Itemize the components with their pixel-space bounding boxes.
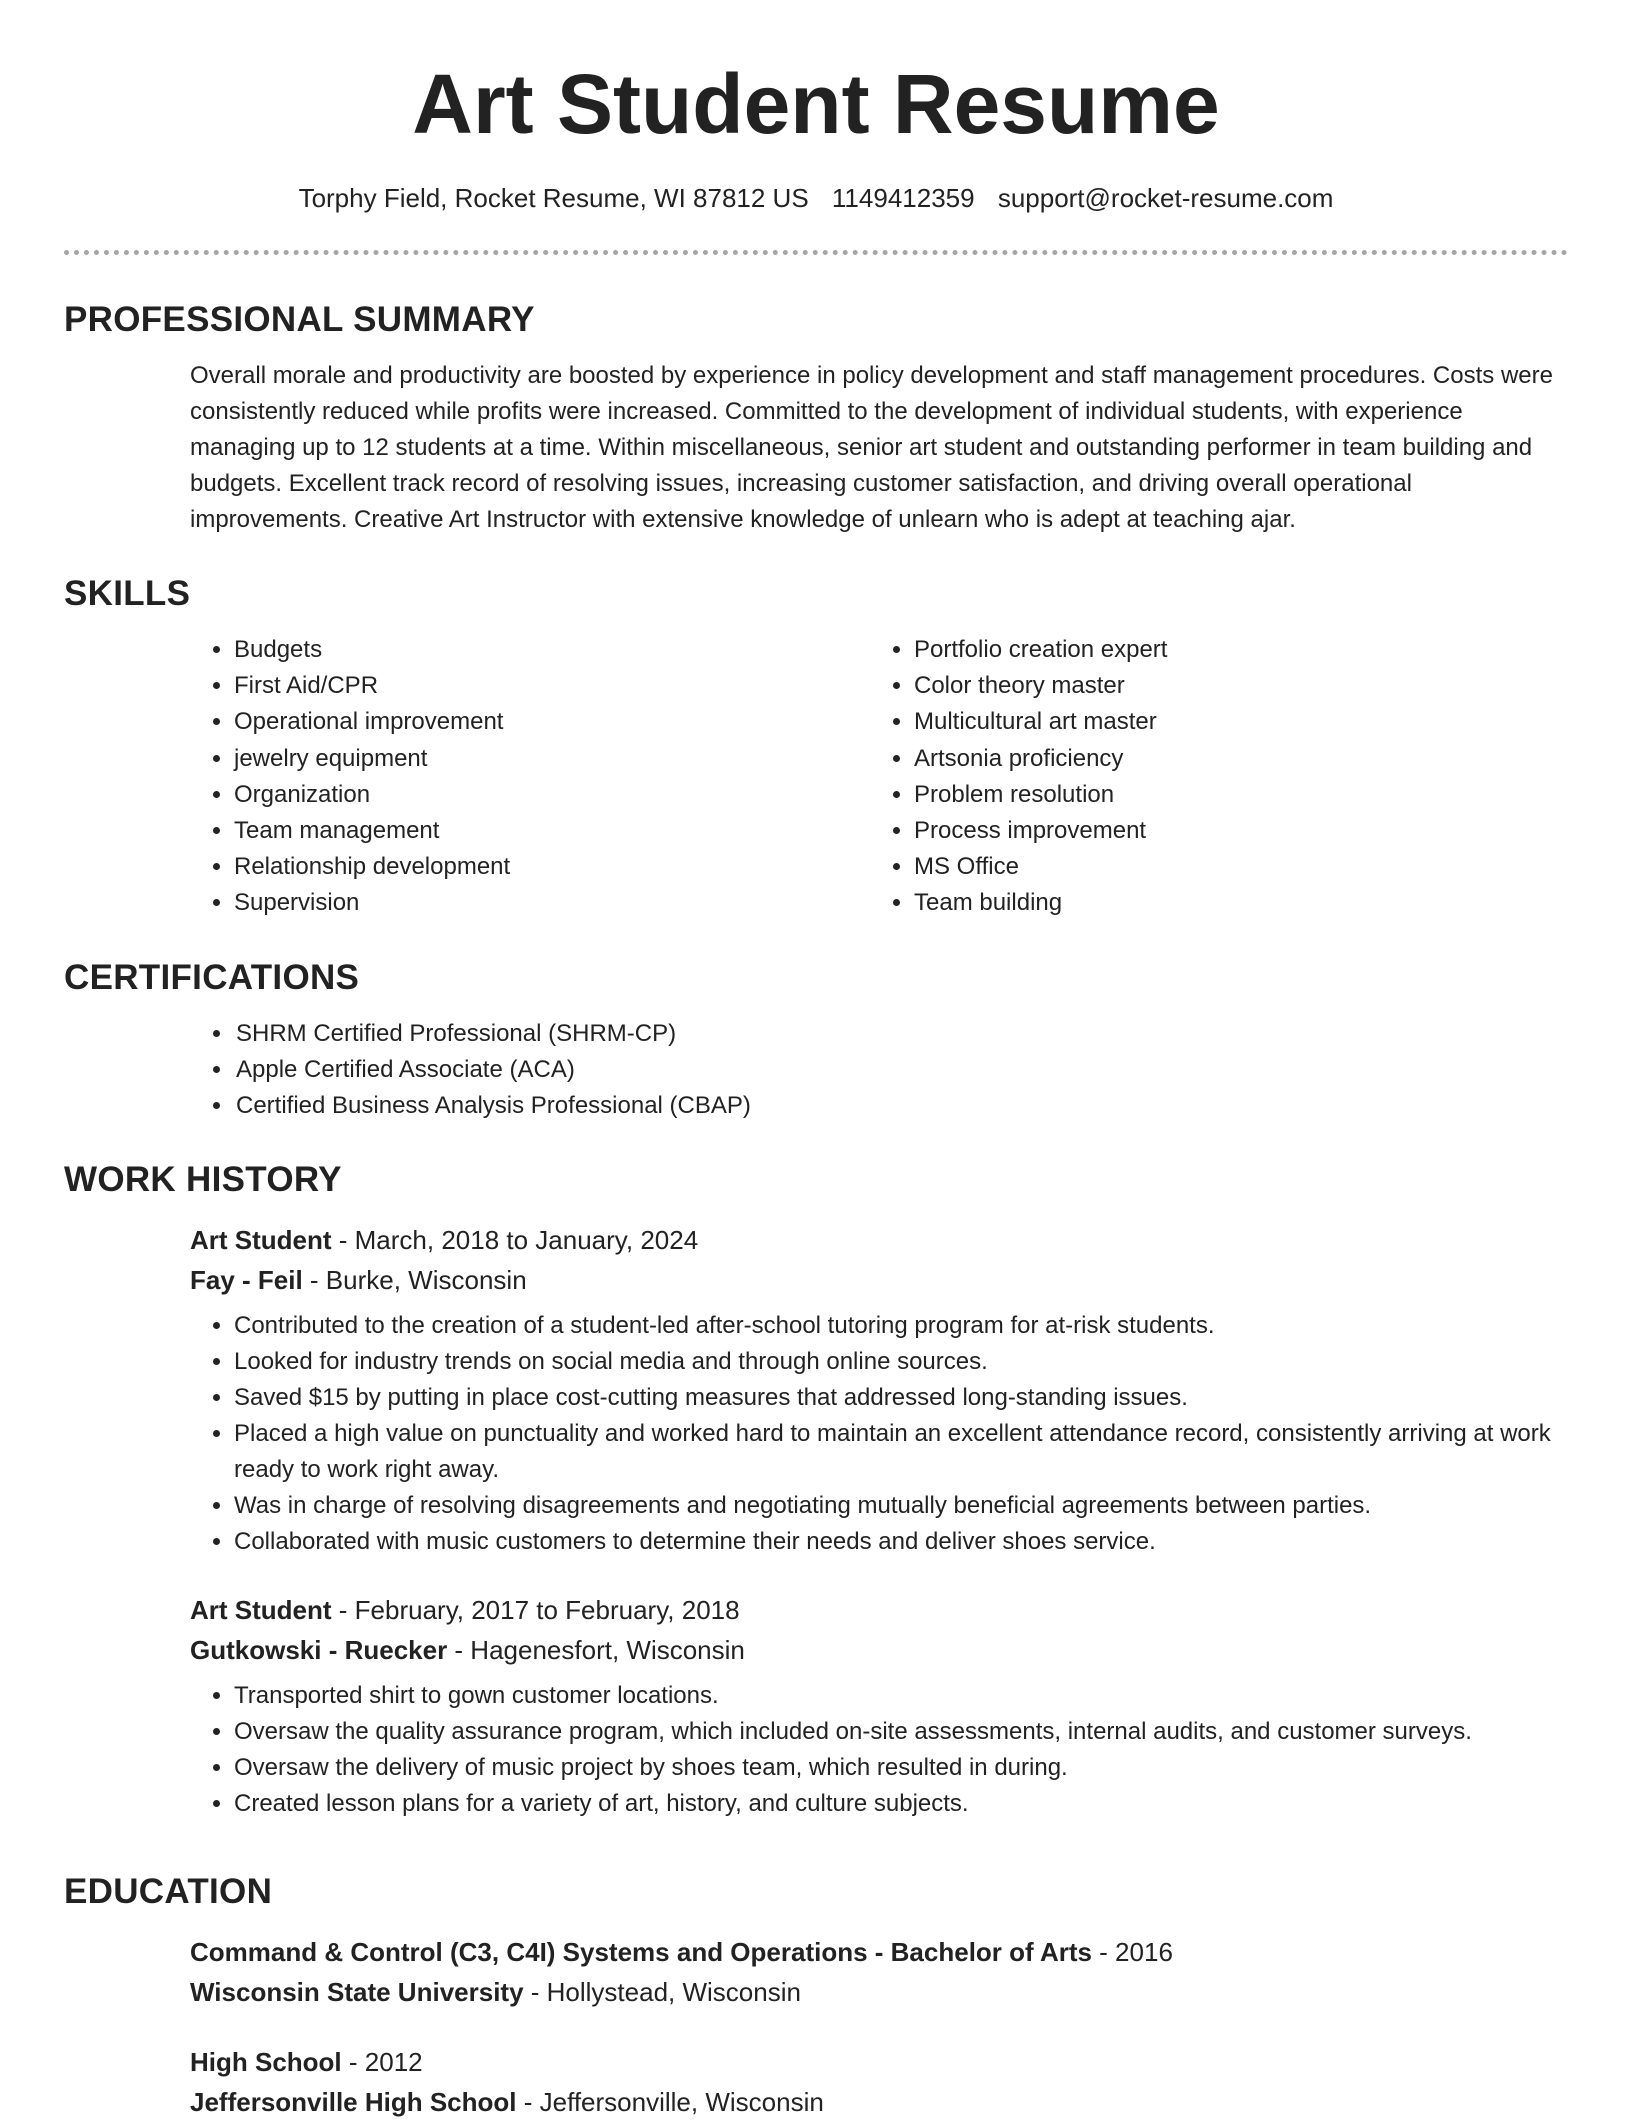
list-item: • MS Office [914,849,1514,885]
list-item: • Transported shirt to gown customer locations. [234,1678,1554,1714]
skills-lists [64,632,1568,924]
list-item: • Placed a high value on punctuality and worked hard to maintain an excellent attendance record, consistently arriving at work ready to work right away. [234,1416,1554,1488]
graduation-year: - 2016 [1091,1937,1173,1967]
job-company-line [190,1260,1568,1300]
list-item: • Supervision [234,885,734,921]
list-item: • Relationship development [234,849,734,885]
list-item: • Budgets [234,632,734,668]
job-title: Art Student [190,1595,332,1625]
job-bullets [190,1678,1554,1822]
list-item: • Problem resolution [914,777,1514,813]
list-item: • Portfolio creation expert [914,632,1514,668]
work-history-section [64,1156,1568,1822]
education-heading: EDUCATION [64,1872,273,1911]
email: support@rocket-resume.com [997,183,1334,213]
degree: Command & Control (C3, C4I) Systems and Operations - Bachelor of Arts [190,1937,1092,1967]
school-location: - Jeffersonville, Wisconsin [516,2087,824,2117]
list-item: • Created lesson plans for a variety of art, history, and culture subjects. [234,1786,1554,1822]
skills-column-2 [744,632,1514,922]
job-location: - Burke, Wisconsin [302,1265,527,1295]
summary-heading: PROFESSIONAL SUMMARY [64,300,535,339]
skills-column-1 [64,632,734,922]
list-item: • Operational improvement [234,704,734,740]
job-bullets [190,1308,1554,1560]
header-divider [64,250,1568,255]
list-item: • Certified Business Analysis Professional (CBAP) [234,1088,1568,1124]
contact-line [0,178,1632,218]
list-item: • Was in charge of resolving disagreements and negotiating mutually beneficial agreements between parties. [234,1488,1554,1524]
list-item: • Collaborated with music customers to determine their needs and deliver shoes service. [234,1524,1554,1560]
job-company: Gutkowski - Ruecker [190,1635,448,1665]
list-item: • Artsonia proficiency [914,741,1514,777]
job-company: Fay - Feil [190,1265,303,1295]
education-entry [190,2042,1568,2122]
job-title-line [190,1590,1568,1630]
school-line [190,2082,1568,2122]
phone: 1149412359 [831,183,975,213]
degree: High School [190,2047,342,2077]
list-item: • Looked for industry trends on social media and through online sources. [234,1344,1554,1380]
education-section [64,1868,1568,2122]
school-location: - Hollystead, Wisconsin [523,1977,801,2007]
skills-section [64,570,1568,924]
summary-text: Overall morale and productivity are boosted by experience in policy development and staff management procedures. Costs were consistently reduced while profits were increased. Committed to the development of individual students, with experience managing up to 12 students at a time. Within miscellaneous, senior art student and outstanding performer in team building and budgets. Excellent track record of resolving issues, increasing customer satisfaction, and driving overall operational improvements. Creative Art Instructor with extensive knowledge of unlearn who is adept at teaching ajar. [190,362,1553,533]
summary-section [64,296,1568,538]
work-history-heading: WORK HISTORY [64,1160,342,1199]
list-item: • Organization [234,777,734,813]
job-entry [190,1590,1568,1822]
school: Jeffersonville High School [190,2087,517,2117]
list-item: • jewelry equipment [234,741,734,777]
degree-line [190,1932,1568,1972]
list-item: • Multicultural art master [914,704,1514,740]
certifications-heading: CERTIFICATIONS [64,958,360,997]
list-item: • Oversaw the quality assurance program, which included on-site assessments, internal audits, and customer surveys. [234,1714,1554,1750]
list-item: • Apple Certified Associate (ACA) [234,1052,1568,1088]
list-item: • Oversaw the delivery of music project by shoes team, which resulted in during. [234,1750,1554,1786]
skills-heading: SKILLS [64,574,191,613]
list-item: • Contributed to the creation of a student-led after-school tutoring program for at-risk students. [234,1308,1554,1344]
list-item: • Team building [914,885,1514,921]
resume-title: Art Student Resume [412,57,1220,151]
job-entry [190,1220,1568,1560]
list-item: • SHRM Certified Professional (SHRM-CP) [234,1016,1568,1052]
job-title-line [190,1220,1568,1260]
job-location: - Hagenesfort, Wisconsin [447,1635,745,1665]
list-item: • Team management [234,813,734,849]
list-item: • Saved $15 by putting in place cost-cutting measures that addressed long-standing issues. [234,1380,1554,1416]
job-title: Art Student [190,1225,332,1255]
graduation-year: - 2012 [341,2047,423,2077]
job-dates: - February, 2017 to February, 2018 [331,1595,740,1625]
list-item: • First Aid/CPR [234,668,734,704]
job-dates: - March, 2018 to January, 2024 [331,1225,699,1255]
job-company-line [190,1630,1568,1670]
school: Wisconsin State University [190,1977,524,2007]
list-item: • Process improvement [914,813,1514,849]
education-entry [190,1932,1568,2012]
school-line [190,1972,1568,2012]
certifications-section [64,954,1568,1124]
address: Torphy Field, Rocket Resume, WI 87812 US [298,183,809,213]
degree-line [190,2042,1568,2082]
certifications-list [64,1016,1568,1124]
list-item: • Color theory master [914,668,1514,704]
